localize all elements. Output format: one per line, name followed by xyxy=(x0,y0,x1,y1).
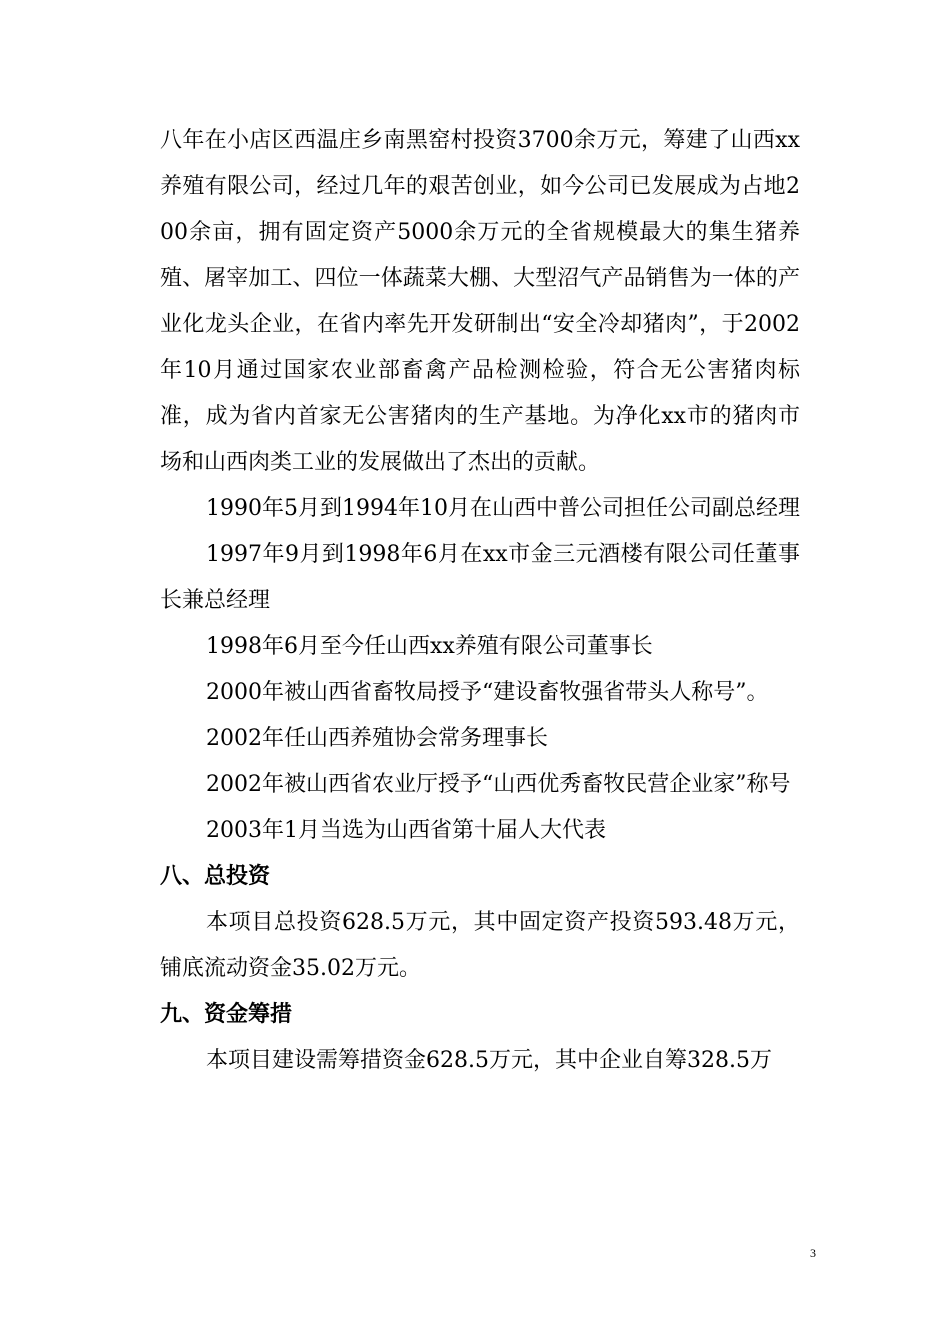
section-heading-fund-raising: 九、资金筹措 xyxy=(160,1002,293,1027)
paragraph-career-1990: 1990年5月到1994年10月在山西中普公司担任公司副总经理 xyxy=(206,496,800,521)
paragraph-award-2000: 2000年被山西省畜牧局授予“建设畜牧强省带头人称号”。 xyxy=(206,680,769,705)
paragraph-career-1997: 1997年9月到1998年6月在xx市金三元酒楼有限公司任董事长兼总经理 xyxy=(160,542,800,613)
paragraph-company-history: 八年在小店区西温庄乡南黑窑村投资3700余万元，筹建了山西xx养殖有限公司，经过几年的艰苦创业，如今公司已发展成为占地200余亩，拥有固定资产5000余万元的全省规模最大的集生猪养殖、屠宰加工、四位一体蔬菜大棚、大型沼气产品销售为一体的产业化龙头企业，在省内率先开发研制出“安全冷却猪肉”，于2002年10月通过国家农业部畜禽产品检测检验，符合无公害猪肉标准，成为省内首家无公害猪肉的生产基地。为净化xx市的猪肉市场和山西肉类工业的发展做出了杰出的贡献。 xyxy=(160,128,800,475)
paragraph-career-1998: 1998年6月至今任山西xx养殖有限公司董事长 xyxy=(206,634,653,659)
paragraph-role-2002: 2002年任山西养殖协会常务理事长 xyxy=(206,726,548,751)
document-body xyxy=(160,118,800,1084)
section-heading-total-investment: 八、总投资 xyxy=(160,864,271,889)
paragraph-total-investment: 本项目总投资628.5万元，其中固定资产投资593.48万元，铺底流动资金35.02万元。 xyxy=(160,910,800,981)
paragraph-fund-raising: 本项目建设需筹措资金628.5万元，其中企业自筹328.5万 xyxy=(206,1048,772,1073)
paragraph-award-2002: 2002年被山西省农业厅授予“山西优秀畜牧民营企业家”称号 xyxy=(206,772,791,797)
paragraph-elected-2003: 2003年1月当选为山西省第十届人大代表 xyxy=(206,818,606,843)
page-number: 3 xyxy=(810,1246,816,1260)
